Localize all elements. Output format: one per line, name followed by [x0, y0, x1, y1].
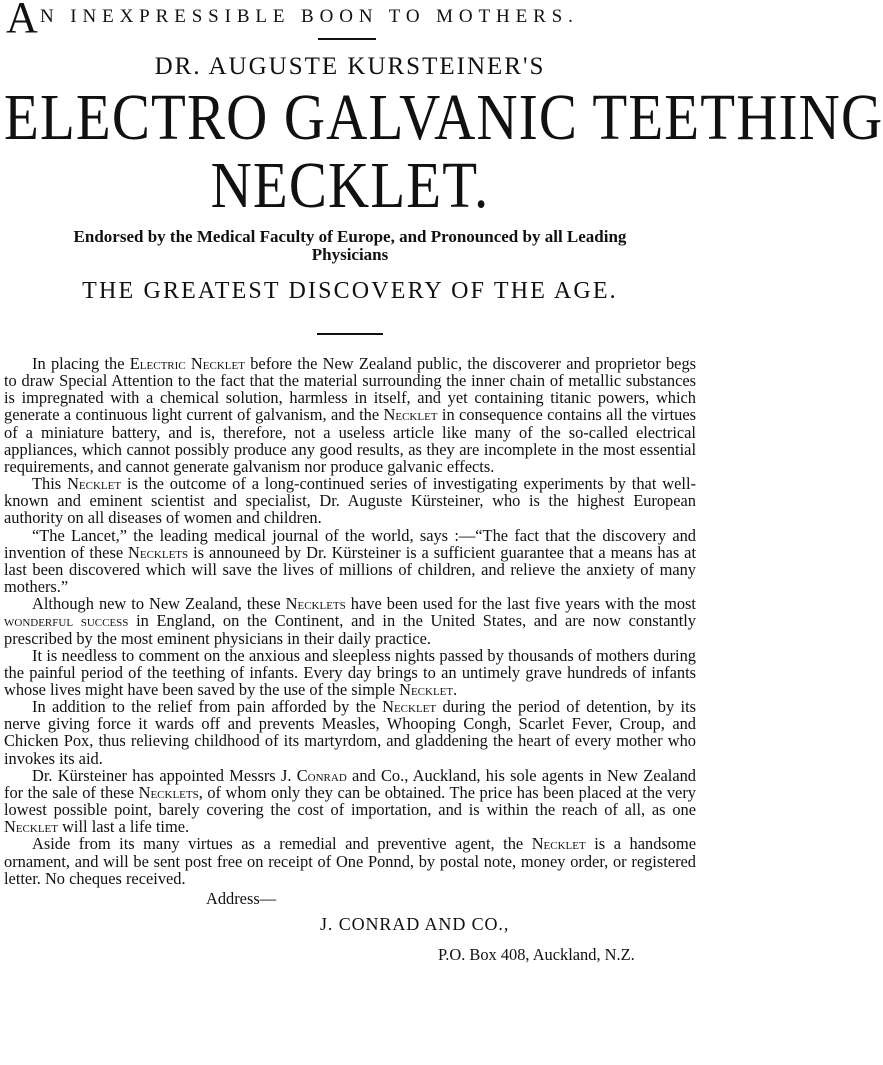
- paragraph-outcome: This Necklet is the outcome of a long-continued series of investigating experiments by that well-known and eminent scientist and specialist, Dr. Auguste Kürsteiner, who is the highest European authority on all diseases of women and children.: [4, 474, 696, 528]
- paragraph-ornament: Aside from its many virtues as a remedial and preventive agent, the Necklet is a handsome ornament, and will be sent post free on receipt of One Ponnd, by postal note, money order, or registered letter. No cheques received.: [4, 834, 696, 888]
- paragraph-relief: In addition to the relief from pain afforded by the Necklet during the period of detention, by its nerve giving force it wards off and prevents Measles, Whooping Congh, Scarlet Fever, Croup, and Chicken Pox, thus relieving childhood of its martyrdom, and gladdening the heart of every mother who invokes its aid.: [4, 697, 696, 768]
- po-box: P.O. Box 408, Auckland, N.Z.: [438, 944, 635, 964]
- paragraph-agents: Dr. Kürsteiner has appointed Messrs J. Conrad and Co., Auckland, his sole agents in New Zealand for the sale of these Necklets, of whom only they can be obtained. The price has been placed at the very lowest possible point, barely covering the cost of importation, and is within the reach of all, as one Necklet will last a life time.: [4, 765, 697, 837]
- section-rule: [317, 333, 383, 335]
- address-label: Address—: [206, 888, 277, 908]
- paragraph-lancet: “The Lancet,” the leading medical journal of the world, says :—“The fact that the discovery and invention of these Necklets is announeed by Dr. Kürsteiner is a sufficient guarantee that a means has at last been discovered which will save the lives of millions of children, and relieve the anxiety of many mothers.”: [4, 525, 697, 597]
- endorsement-text: Endorsed by the Medical Faculty of Europe, and Pronounced by all Leading Physicians: [73, 227, 627, 264]
- header-rule: [318, 38, 376, 40]
- header-line: [4, 0, 696, 42]
- body-text: [4, 355, 696, 887]
- paragraph-history: Although new to New Zealand, these Necklets have been used for the last five years with the most wonderful success in England, on the Continent, and in the United States, and are now constantly prescribed by the most eminent physicians in their daily practice.: [4, 594, 696, 648]
- product-title-line-2: NECKLET.: [210, 149, 490, 223]
- doctor-name: DR. AUGUSTE KURSTEINER'S: [154, 53, 546, 80]
- header-tagline: N INEXPRESSIBLE BOON TO MOTHERS.: [40, 6, 579, 27]
- headline: THE GREATEST DISCOVERY OF THE AGE.: [82, 278, 618, 304]
- paragraph-teething: It is needless to comment on the anxious and sleepless nights passed by thousands of mothers during the painful period of the teething of infants. Every day brings to an untimely grave hundreds of infants whose lives might have been saved by the use of the simple Necklet.: [4, 645, 696, 699]
- drop-initial: A: [6, 0, 38, 42]
- company-name: J. CONRAD AND CO.,: [320, 913, 510, 934]
- product-title-line-1: ELECTRO GALVANIC TEETHING: [4, 81, 883, 155]
- paragraph-intro: In placing the Electric Necklet before the New Zealand public, the discoverer and proprietor begs to draw Special Attention to the fact that the material surrounding the inner chain of metallic substances is impregnated with a chemical solution, harmless in itself, and yet containing titanic powers, which generate a continuous light current of galvanism, and the Necklet in consequence contains all the virtues of a miniature battery, and is, therefore, not a useless article like many of the so-called electrical appliances, which cannot possibly produce any good results, as they are incomplete in the most essential requirements, and cannot generate galvanism nor produce galvanic effects.: [4, 354, 697, 476]
